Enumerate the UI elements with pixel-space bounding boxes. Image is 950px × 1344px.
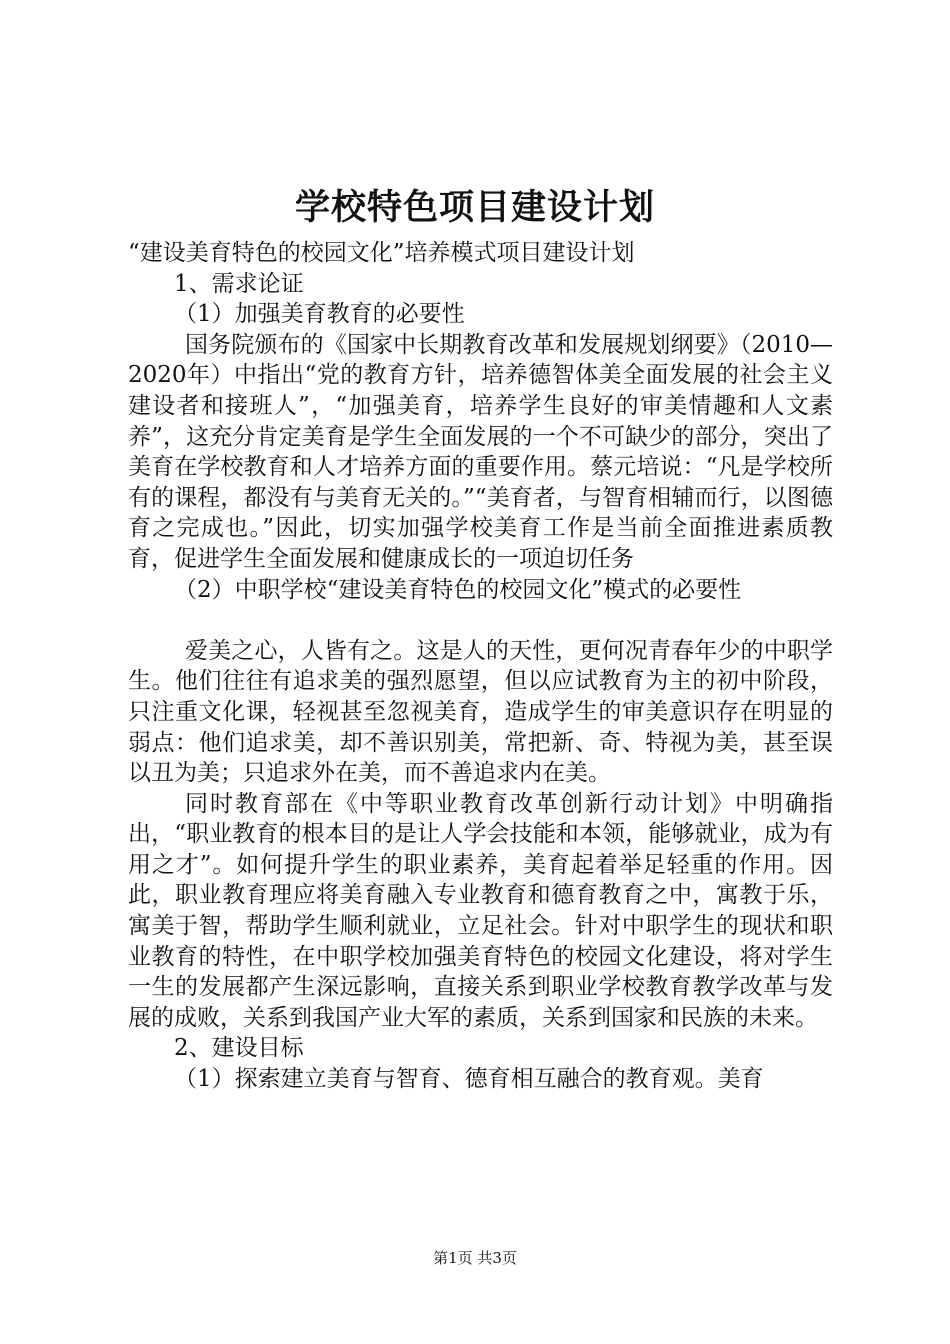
subheading-3: （1）探索建立美育与智育、德育相互融合的教育观。美育	[174, 1066, 764, 1093]
paragraph-2: 爱美之心，人皆有之。这是人的天性，更何况青春年少的中职学生。他们往往有追求美的强烈愿望，但以应试教育为主的初中阶段，只注重文化课，轻视甚至忽视美育，造成学生的审美意识存在明显的弱点：他们追求美，却不善识别美，常把新、奇、特视为美，甚至误以丑为美；只追求外在美，而不善追求内在美。	[128, 637, 833, 787]
paragraph-1: 国务院颁布的《国家中长期教育改革和发展规划纲要》（2010—2020年）中指出“党的教育方针，培养德智体美全面发展的社会主义建设者和接班人”，“加强美育，培养学生良好的审美情趣和人文素养”，这充分肯定美育是学生全面发展的一个不可缺少的部分，突出了美育在学校教育和人才培养方面的重要作用。蔡元培说：“凡是学校所有的课程，都没有与美育无关的。”“美育者，与智育相辅而行，以图德育之完成也。”因此，切实加强学校美育工作是当前全面推进素质教育，促进学生全面发展和健康成长的一项迫切任务	[128, 331, 833, 572]
section-heading-1: 1、需求论证	[174, 270, 304, 297]
blank-line	[128, 605, 833, 636]
document-subtitle: “建设美育特色的校园文化”培养模式项目建设计划	[128, 240, 635, 266]
paragraph-3: 同时教育部在《中等职业教育改革创新行动计划》中明确指出，“职业教育的根本目的是让人学会技能和本领，能够就业，成为有用之才”。如何提升学生的职业素养，美育起着举足轻重的作用。因此，职业教育理应将美育融入专业教育和德育教育之中，寓教于乐，寓美于智，帮助学生顺利就业，立足社会。针对中职学生的现状和职业教育的特性，在中职学校加强美育特色的校园文化建设，将对学生一生的发展都产生深远影响，直接关系到职业学校教育教学改革与发展的成败，关系到我国产业大军的素质，关系到国家和民族的未来。	[128, 790, 833, 1031]
subheading-1: （1）加强美育教育的必要性	[174, 301, 465, 328]
document-title: 学校特色项目建设计划	[294, 187, 655, 228]
page-footer: 第1页 共3页	[433, 1249, 517, 1267]
section-heading-2: 2、建设目标	[174, 1035, 304, 1062]
document-body	[128, 238, 833, 1095]
subheading-2: （2）中职学校“建设美育特色的校园文化”模式的必要性	[174, 576, 742, 603]
